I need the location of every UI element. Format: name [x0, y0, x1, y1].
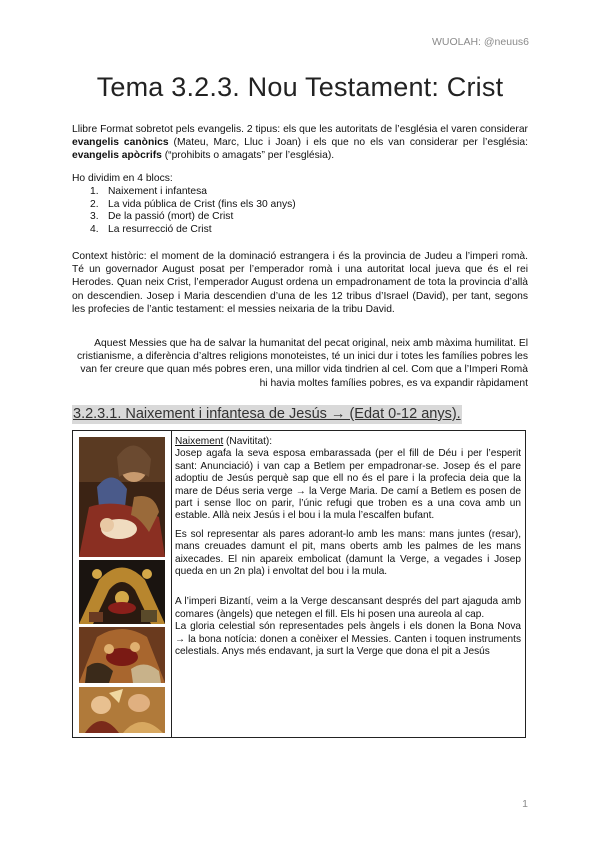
blocks-list — [90, 186, 490, 237]
blocks-intro: Ho dividim en 4 blocs: — [72, 173, 173, 184]
list-item: 1. Naixement i infantesa — [90, 186, 208, 197]
context-paragraph: Context històric: el moment de la dominació estrangera i és la provincia de Judeu a l’imperi romà. Té un governador August posat per l’emperador romà i una autoritat local jueva que és el rei Herodes. Quan neix Crist, l’emperador August ordena un empadronament de tota la provincia d’allà on descendien. Josep i Maria descendien d’una de les 12 tribus d’Israel (David), per tant, segons les profecies de l’antic testament: el messies neixaria de la tribu David. — [72, 251, 528, 315]
nativity-painting-image — [79, 437, 165, 557]
list-item: 2. La vida pública de Crist (fins els 30 anys) — [90, 198, 296, 210]
page-number: 1 — [522, 798, 528, 810]
watermark: WUOLAH: @neuus6 — [431, 36, 529, 48]
nativity-text-4: La gloria celestial són representades pels àngels i els donen la Bona Nova → la bona notícia: donen a conèixer el Messies. Canten i toquen instruments celestials. Anys més endavant, ja surt la Verge que dona el pit a Jesús — [175, 621, 521, 658]
nativity-text-2: Es sol representar als pares adorant-lo amb les mans: mans juntes (resar), mans creuades damunt el pit, mans oberts amb les palmes de les mans aixecades. El nin apareix embolicat (damunt la Verge, a vegades i Josep queda en un 2n pla) i envoltat del bou i la mula. — [175, 528, 521, 578]
text-column — [175, 436, 521, 665]
content-table — [72, 430, 526, 738]
angels-painting-image — [79, 687, 165, 733]
nativity-text-3: A l’imperi Bizantí, veim a la Verge descansant després del part ajaguda amb comares (àngels) que netegen el fill. Els hi posen una aureola al cap. — [175, 596, 521, 620]
icon-nativity-image — [79, 627, 165, 683]
list-item: 4. La resurrecció de Crist — [90, 224, 212, 236]
intro-paragraph: Llibre Format sobretot pels evangelis. 2 tipus: els que les autoritats de l’església el varen considerar evangelis canònics (Mateu, Marc, Lluc i Joan) i els que no els van considerar per l’església: evangelis apòcrifs (“prohibits o amagats” per l’església). — [72, 124, 528, 162]
naixement-heading: Naixement — [175, 436, 224, 447]
messies-paragraph: Aquest Messies que ha de salvar la humanitat del pecat original, neix amb màxima humilitat. El cristianisme, a diferència d’altres religions monoteistes, té un inici dur i totes les famílies pobres les van fer creure que quan més pobres eren, una millor vida tindrien al cel. Com que a l’Imperi Romà hi havia moltes famílies pobres, es va expandir ràpidament — [77, 338, 528, 389]
image-column — [73, 431, 172, 737]
nativity-text-1: Naixement (Navititat): Josep agafa la seva esposa embarassada (per el fill de Déu i per l’esperit sant: Anunciació) i van cap a Betlem per empadronar-se. Josep és el pare adoptiu de Jesús perquè sap que ell no és el pare i la profecia deia que la mare de Déus seria verge → la Verge Maria. De camí a Betlem es posen de part i sense lloc on parir, l’únic refugi que troben es a una cova amb un estable. Allà neix Jesús i el bou i la mula l’escalfen bufant. — [175, 436, 521, 522]
byzantine-nativity-image — [79, 560, 165, 624]
section-heading: 3.2.3.1. Naixement i infantesa de Jesús → (Edat 0-12 anys). — [73, 406, 461, 422]
list-item: 3. De la passió (mort) de Crist — [90, 211, 234, 223]
page-title: Tema 3.2.3. Nou Testament: Crist — [96, 72, 504, 102]
